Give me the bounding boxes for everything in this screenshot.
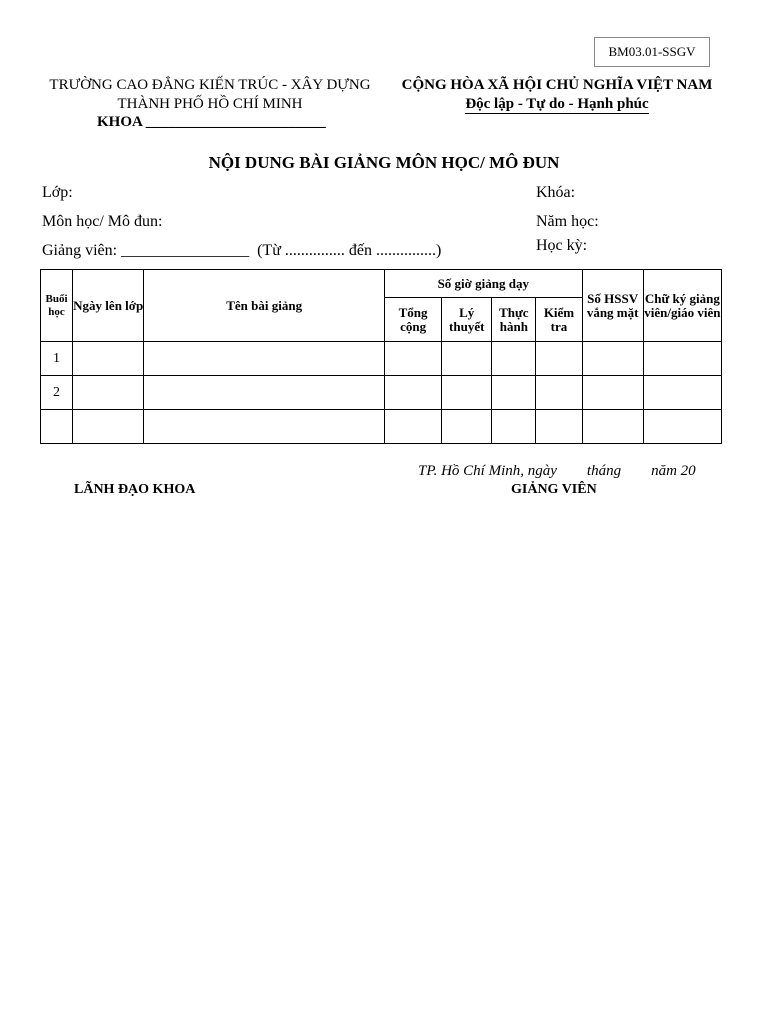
header-teaching-hours: Số giờ giảng dạy	[385, 270, 583, 298]
school-city: THÀNH PHỐ HỒ CHÍ MINH	[117, 96, 303, 112]
form-code-box: BM03.01-SSGV	[594, 37, 710, 67]
header-date: Ngày lên lớp	[73, 270, 144, 342]
session-number: 1	[41, 342, 73, 376]
header-absent-students: Số HSSV vắng mặt	[582, 270, 643, 342]
header-practice: Thực hành	[492, 298, 536, 342]
national-motto: Độc lập - Tự do - Hạnh phúc	[465, 96, 649, 112]
course-field: Khóa:	[536, 184, 576, 201]
header-total: Tổng cộng	[385, 298, 442, 342]
school-year-field: Năm học:	[536, 213, 599, 230]
table-row	[41, 410, 722, 444]
header-session: Buổi học	[41, 270, 73, 342]
session-number: 2	[41, 376, 73, 410]
header-theory: Lý thuyết	[442, 298, 492, 342]
header-lecture-name: Tên bài giảng	[144, 270, 385, 342]
school-name: TRƯỜNG CAO ĐẲNG KIẾN TRÚC - XÂY DỰNG	[49, 77, 371, 93]
national-title: CỘNG HÒA XÃ HỘI CHỦ NGHĨA VIỆT NAM	[401, 77, 713, 93]
class-field: Lớp:	[42, 184, 73, 201]
faculty-leader-signature: LÃNH ĐẠO KHOA	[74, 482, 196, 497]
lecturer-field: Giảng viên: ________________ (Từ ............... đến ...............)	[42, 242, 442, 259]
date-line: TP. Hồ Chí Minh, ngày tháng năm 20	[418, 463, 696, 479]
lecture-content-table	[40, 269, 722, 444]
header-test: Kiểm tra	[536, 298, 582, 342]
subject-field: Môn học/ Mô đun:	[42, 213, 163, 230]
national-header	[392, 76, 722, 114]
table-row	[41, 376, 722, 410]
lecturer-signature: GIẢNG VIÊN	[511, 482, 597, 497]
school-header	[30, 76, 390, 114]
header-signature: Chữ ký giảng viên/giáo viên	[643, 270, 721, 342]
semester-field: Học kỳ:	[536, 237, 588, 254]
page-title: NỘI DUNG BÀI GIẢNG MÔN HỌC/ MÔ ĐUN	[208, 153, 560, 172]
table-row	[41, 342, 722, 376]
session-number	[41, 410, 73, 444]
faculty-line: KHOA ________________________	[97, 114, 326, 130]
